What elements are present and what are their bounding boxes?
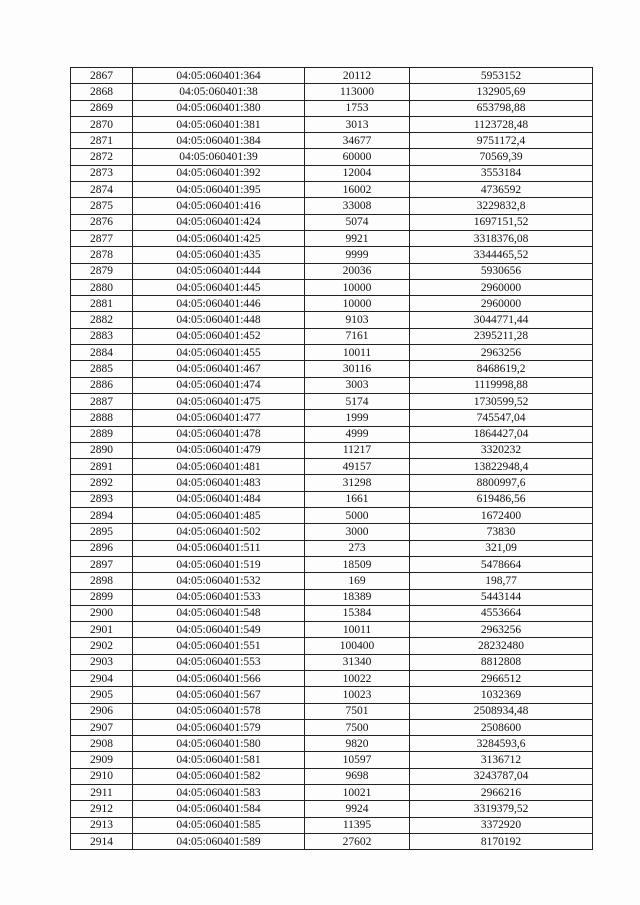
area-cell: 11217 xyxy=(305,442,410,458)
table-row xyxy=(71,670,593,686)
area-cell: 10021 xyxy=(305,785,410,801)
area-cell: 10000 xyxy=(305,296,410,312)
area-cell: 10022 xyxy=(305,670,410,686)
cadastral-number-cell: 04:05:060401:364 xyxy=(133,68,305,84)
cadastral-number-cell: 04:05:060401:395 xyxy=(133,182,305,198)
cadastral-number-cell: 04:05:060401:551 xyxy=(133,638,305,654)
cadastral-number-cell: 04:05:060401:483 xyxy=(133,475,305,491)
cadastral-number-cell: 04:05:060401:444 xyxy=(133,263,305,279)
value-cell: 3136712 xyxy=(410,752,593,768)
table-row xyxy=(71,279,593,295)
table-row xyxy=(71,719,593,735)
area-cell: 1661 xyxy=(305,491,410,507)
row-number-cell: 2878 xyxy=(71,247,133,263)
row-number-cell: 2876 xyxy=(71,214,133,230)
value-cell: 2963256 xyxy=(410,345,593,361)
cadastral-number-cell: 04:05:060401:475 xyxy=(133,393,305,409)
value-cell: 1119998,88 xyxy=(410,377,593,393)
table-row xyxy=(71,752,593,768)
value-cell: 3320232 xyxy=(410,442,593,458)
cadastral-number-cell: 04:05:060401:435 xyxy=(133,247,305,263)
cadastral-number-cell: 04:05:060401:448 xyxy=(133,312,305,328)
area-cell: 9921 xyxy=(305,230,410,246)
value-cell: 2966216 xyxy=(410,785,593,801)
area-cell: 31340 xyxy=(305,654,410,670)
table-row xyxy=(71,312,593,328)
row-number-cell: 2875 xyxy=(71,198,133,214)
row-number-cell: 2887 xyxy=(71,393,133,409)
value-cell: 3243787,04 xyxy=(410,768,593,784)
row-number-cell: 2895 xyxy=(71,524,133,540)
row-number-cell: 2905 xyxy=(71,687,133,703)
row-number-cell: 2898 xyxy=(71,573,133,589)
cadastral-number-cell: 04:05:060401:582 xyxy=(133,768,305,784)
cadastral-number-cell: 04:05:060401:502 xyxy=(133,524,305,540)
cadastral-number-cell: 04:05:060401:474 xyxy=(133,377,305,393)
value-cell: 3553184 xyxy=(410,165,593,181)
area-cell: 169 xyxy=(305,573,410,589)
row-number-cell: 2911 xyxy=(71,785,133,801)
value-cell: 3284593,6 xyxy=(410,736,593,752)
table-row xyxy=(71,198,593,214)
cadastral-number-cell: 04:05:060401:381 xyxy=(133,116,305,132)
area-cell: 5074 xyxy=(305,214,410,230)
cadastral-number-cell: 04:05:060401:519 xyxy=(133,556,305,572)
area-cell: 5174 xyxy=(305,393,410,409)
area-cell: 34677 xyxy=(305,133,410,149)
row-number-cell: 2873 xyxy=(71,165,133,181)
value-cell: 1032369 xyxy=(410,687,593,703)
table-row xyxy=(71,230,593,246)
table-row xyxy=(71,654,593,670)
area-cell: 5000 xyxy=(305,508,410,524)
area-cell: 33008 xyxy=(305,198,410,214)
value-cell: 2395211,28 xyxy=(410,328,593,344)
value-cell: 3319379,52 xyxy=(410,801,593,817)
table-row xyxy=(71,540,593,556)
table-row xyxy=(71,491,593,507)
cadastral-table xyxy=(70,67,593,850)
row-number-cell: 2914 xyxy=(71,833,133,849)
cadastral-number-cell: 04:05:060401:416 xyxy=(133,198,305,214)
cadastral-number-cell: 04:05:060401:549 xyxy=(133,622,305,638)
cadastral-number-cell: 04:05:060401:553 xyxy=(133,654,305,670)
row-number-cell: 2904 xyxy=(71,670,133,686)
cadastral-number-cell: 04:05:060401:548 xyxy=(133,605,305,621)
table-row xyxy=(71,475,593,491)
table-row xyxy=(71,328,593,344)
row-number-cell: 2886 xyxy=(71,377,133,393)
table-row xyxy=(71,768,593,784)
cadastral-number-cell: 04:05:060401:533 xyxy=(133,589,305,605)
value-cell: 5478664 xyxy=(410,556,593,572)
cadastral-number-cell: 04:05:060401:392 xyxy=(133,165,305,181)
value-cell: 132905,69 xyxy=(410,84,593,100)
cadastral-number-cell: 04:05:060401:39 xyxy=(133,149,305,165)
row-number-cell: 2888 xyxy=(71,410,133,426)
area-cell: 9999 xyxy=(305,247,410,263)
cadastral-number-cell: 04:05:060401:477 xyxy=(133,410,305,426)
value-cell: 1123728,48 xyxy=(410,116,593,132)
area-cell: 10597 xyxy=(305,752,410,768)
row-number-cell: 2907 xyxy=(71,719,133,735)
table-row xyxy=(71,345,593,361)
value-cell: 8468619,2 xyxy=(410,361,593,377)
value-cell: 3344465,52 xyxy=(410,247,593,263)
table-row xyxy=(71,687,593,703)
value-cell: 4736592 xyxy=(410,182,593,198)
cadastral-number-cell: 04:05:060401:424 xyxy=(133,214,305,230)
row-number-cell: 2883 xyxy=(71,328,133,344)
row-number-cell: 2882 xyxy=(71,312,133,328)
cadastral-number-cell: 04:05:060401:452 xyxy=(133,328,305,344)
area-cell: 3000 xyxy=(305,524,410,540)
cadastral-number-cell: 04:05:060401:584 xyxy=(133,801,305,817)
value-cell: 653798,88 xyxy=(410,100,593,116)
table-row xyxy=(71,247,593,263)
value-cell: 1672400 xyxy=(410,508,593,524)
value-cell: 1730599,52 xyxy=(410,393,593,409)
value-cell: 619486,56 xyxy=(410,491,593,507)
table-row xyxy=(71,426,593,442)
row-number-cell: 2871 xyxy=(71,133,133,149)
area-cell: 15384 xyxy=(305,605,410,621)
cadastral-number-cell: 04:05:060401:425 xyxy=(133,230,305,246)
area-cell: 9924 xyxy=(305,801,410,817)
area-cell: 100400 xyxy=(305,638,410,654)
table-row xyxy=(71,589,593,605)
row-number-cell: 2874 xyxy=(71,182,133,198)
cadastral-number-cell: 04:05:060401:580 xyxy=(133,736,305,752)
row-number-cell: 2902 xyxy=(71,638,133,654)
table-row xyxy=(71,84,593,100)
row-number-cell: 2890 xyxy=(71,442,133,458)
area-cell: 60000 xyxy=(305,149,410,165)
row-number-cell: 2879 xyxy=(71,263,133,279)
cadastral-number-cell: 04:05:060401:585 xyxy=(133,817,305,833)
table-row xyxy=(71,736,593,752)
area-cell: 10011 xyxy=(305,345,410,361)
cadastral-number-cell: 04:05:060401:532 xyxy=(133,573,305,589)
area-cell: 11395 xyxy=(305,817,410,833)
area-cell: 7500 xyxy=(305,719,410,735)
area-cell: 12004 xyxy=(305,165,410,181)
table-row xyxy=(71,361,593,377)
area-cell: 20036 xyxy=(305,263,410,279)
table-row xyxy=(71,182,593,198)
table-row xyxy=(71,508,593,524)
value-cell: 198,77 xyxy=(410,573,593,589)
table-row xyxy=(71,785,593,801)
value-cell: 8170192 xyxy=(410,833,593,849)
area-cell: 20112 xyxy=(305,68,410,84)
table-row xyxy=(71,459,593,475)
row-number-cell: 2868 xyxy=(71,84,133,100)
value-cell: 4553664 xyxy=(410,605,593,621)
area-cell: 10023 xyxy=(305,687,410,703)
row-number-cell: 2897 xyxy=(71,556,133,572)
cadastral-number-cell: 04:05:060401:567 xyxy=(133,687,305,703)
area-cell: 273 xyxy=(305,540,410,556)
cadastral-number-cell: 04:05:060401:578 xyxy=(133,703,305,719)
row-number-cell: 2909 xyxy=(71,752,133,768)
value-cell: 5930656 xyxy=(410,263,593,279)
row-number-cell: 2903 xyxy=(71,654,133,670)
value-cell: 9751172,4 xyxy=(410,133,593,149)
value-cell: 73830 xyxy=(410,524,593,540)
table-row xyxy=(71,833,593,849)
value-cell: 2966512 xyxy=(410,670,593,686)
area-cell: 3003 xyxy=(305,377,410,393)
cadastral-number-cell: 04:05:060401:446 xyxy=(133,296,305,312)
row-number-cell: 2901 xyxy=(71,622,133,638)
area-cell: 49157 xyxy=(305,459,410,475)
area-cell: 18389 xyxy=(305,589,410,605)
value-cell: 2963256 xyxy=(410,622,593,638)
row-number-cell: 2900 xyxy=(71,605,133,621)
row-number-cell: 2892 xyxy=(71,475,133,491)
area-cell: 1999 xyxy=(305,410,410,426)
row-number-cell: 2870 xyxy=(71,116,133,132)
area-cell: 1753 xyxy=(305,100,410,116)
cadastral-number-cell: 04:05:060401:380 xyxy=(133,100,305,116)
area-cell: 31298 xyxy=(305,475,410,491)
row-number-cell: 2881 xyxy=(71,296,133,312)
cadastral-number-cell: 04:05:060401:589 xyxy=(133,833,305,849)
area-cell: 18509 xyxy=(305,556,410,572)
value-cell: 28232480 xyxy=(410,638,593,654)
area-cell: 9103 xyxy=(305,312,410,328)
row-number-cell: 2893 xyxy=(71,491,133,507)
table-row xyxy=(71,524,593,540)
value-cell: 70569,39 xyxy=(410,149,593,165)
table-row xyxy=(71,377,593,393)
area-cell: 113000 xyxy=(305,84,410,100)
value-cell: 1697151,52 xyxy=(410,214,593,230)
value-cell: 1864427,04 xyxy=(410,426,593,442)
table-row xyxy=(71,410,593,426)
cadastral-number-cell: 04:05:060401:583 xyxy=(133,785,305,801)
row-number-cell: 2913 xyxy=(71,817,133,833)
value-cell: 2508600 xyxy=(410,719,593,735)
cadastral-number-cell: 04:05:060401:485 xyxy=(133,508,305,524)
table-row xyxy=(71,622,593,638)
table-row xyxy=(71,100,593,116)
row-number-cell: 2867 xyxy=(71,68,133,84)
area-cell: 30116 xyxy=(305,361,410,377)
cadastral-number-cell: 04:05:060401:479 xyxy=(133,442,305,458)
table-row xyxy=(71,149,593,165)
cadastral-number-cell: 04:05:060401:484 xyxy=(133,491,305,507)
value-cell: 5443144 xyxy=(410,589,593,605)
cadastral-number-cell: 04:05:060401:511 xyxy=(133,540,305,556)
area-cell: 7501 xyxy=(305,703,410,719)
row-number-cell: 2899 xyxy=(71,589,133,605)
cadastral-number-cell: 04:05:060401:566 xyxy=(133,670,305,686)
table-row xyxy=(71,703,593,719)
value-cell: 2960000 xyxy=(410,296,593,312)
cadastral-number-cell: 04:05:060401:38 xyxy=(133,84,305,100)
row-number-cell: 2894 xyxy=(71,508,133,524)
value-cell: 5953152 xyxy=(410,68,593,84)
row-number-cell: 2908 xyxy=(71,736,133,752)
area-cell: 16002 xyxy=(305,182,410,198)
row-number-cell: 2896 xyxy=(71,540,133,556)
cadastral-number-cell: 04:05:060401:478 xyxy=(133,426,305,442)
row-number-cell: 2884 xyxy=(71,345,133,361)
table-row xyxy=(71,116,593,132)
table-row xyxy=(71,638,593,654)
table-row xyxy=(71,133,593,149)
row-number-cell: 2877 xyxy=(71,230,133,246)
value-cell: 745547,04 xyxy=(410,410,593,426)
row-number-cell: 2891 xyxy=(71,459,133,475)
row-number-cell: 2872 xyxy=(71,149,133,165)
value-cell: 3044771,44 xyxy=(410,312,593,328)
value-cell: 13822948,4 xyxy=(410,459,593,475)
table-row xyxy=(71,605,593,621)
cadastral-number-cell: 04:05:060401:581 xyxy=(133,752,305,768)
cadastral-number-cell: 04:05:060401:384 xyxy=(133,133,305,149)
cadastral-number-cell: 04:05:060401:579 xyxy=(133,719,305,735)
value-cell: 2960000 xyxy=(410,279,593,295)
area-cell: 9820 xyxy=(305,736,410,752)
area-cell: 3013 xyxy=(305,116,410,132)
row-number-cell: 2885 xyxy=(71,361,133,377)
cadastral-number-cell: 04:05:060401:445 xyxy=(133,279,305,295)
cadastral-number-cell: 04:05:060401:455 xyxy=(133,345,305,361)
area-cell: 27602 xyxy=(305,833,410,849)
table-row xyxy=(71,556,593,572)
area-cell: 9698 xyxy=(305,768,410,784)
table-row xyxy=(71,165,593,181)
area-cell: 4999 xyxy=(305,426,410,442)
row-number-cell: 2906 xyxy=(71,703,133,719)
cadastral-number-cell: 04:05:060401:467 xyxy=(133,361,305,377)
row-number-cell: 2869 xyxy=(71,100,133,116)
row-number-cell: 2910 xyxy=(71,768,133,784)
area-cell: 10011 xyxy=(305,622,410,638)
area-cell: 7161 xyxy=(305,328,410,344)
row-number-cell: 2889 xyxy=(71,426,133,442)
cadastral-number-cell: 04:05:060401:481 xyxy=(133,459,305,475)
table-row xyxy=(71,263,593,279)
value-cell: 3372920 xyxy=(410,817,593,833)
value-cell: 8812808 xyxy=(410,654,593,670)
table-row xyxy=(71,68,593,84)
table-row xyxy=(71,214,593,230)
value-cell: 2508934,48 xyxy=(410,703,593,719)
value-cell: 3318376,08 xyxy=(410,230,593,246)
table-row xyxy=(71,801,593,817)
value-cell: 3229832,8 xyxy=(410,198,593,214)
row-number-cell: 2912 xyxy=(71,801,133,817)
table-row xyxy=(71,296,593,312)
cadastral-table-body xyxy=(71,68,593,850)
value-cell: 8800997,6 xyxy=(410,475,593,491)
table-row xyxy=(71,573,593,589)
row-number-cell: 2880 xyxy=(71,279,133,295)
table-row xyxy=(71,442,593,458)
table-row xyxy=(71,393,593,409)
area-cell: 10000 xyxy=(305,279,410,295)
value-cell: 321,09 xyxy=(410,540,593,556)
table-row xyxy=(71,817,593,833)
